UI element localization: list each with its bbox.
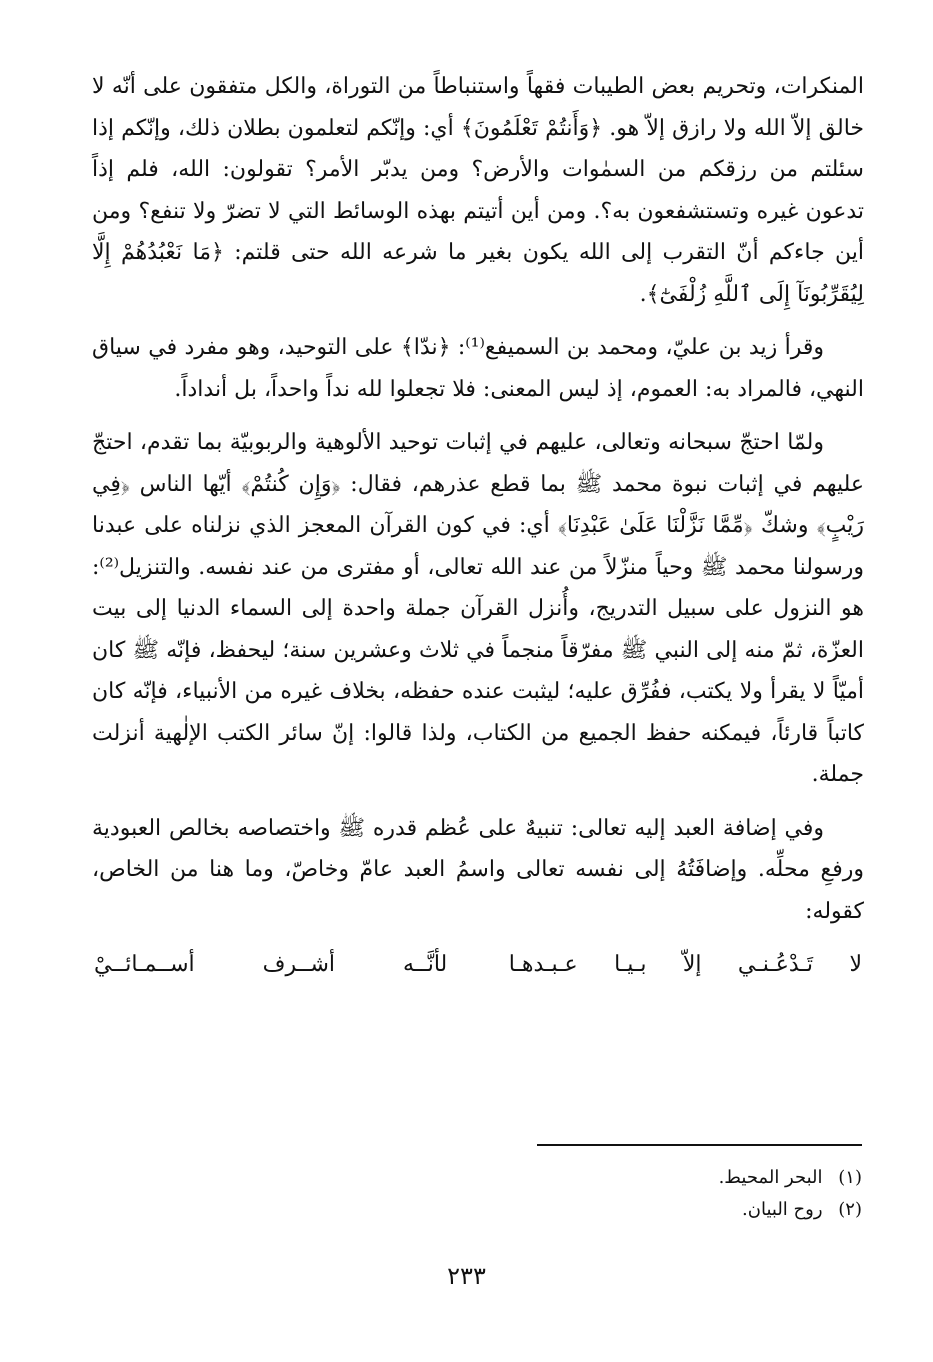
footnote-2 xyxy=(400,1194,862,1226)
paragraph-2: وقرأ زيد بن عليّ، ومحمد بن السميفع⁽¹⁾: ﴿ندّا﴾ على التوحيد، وهو مفرد في سياق النهي، فالمراد به: العموم، إذ ليس المعنى: فلا تجعلوا لله نداً واحداً، بل أنداداً. xyxy=(92,335,864,402)
paragraph-4: وفي إضافة العبد إليه تعالى: تنبيهٌ على عُظم قدره ﷺ واختصاصه بخالص العبودية ورفعِ محلِّه. وإضافَتُهُ إلى نفسه تعالى واسمُ العبد عامّ وخاصّ، وما هنا من الخاص، كقوله: xyxy=(92,815,864,924)
footnote-2-text: روح البيان. xyxy=(742,1199,823,1220)
poetry-verse xyxy=(92,944,864,986)
page-number: ٢٣٣ xyxy=(447,1262,486,1290)
page-body xyxy=(92,66,864,986)
footnote-1-number: (١) xyxy=(838,1167,862,1188)
footnote-1-text: البحر المحيط. xyxy=(718,1167,823,1188)
verse-first-hemistich: لا تَـدْعُـنـي إلاّ بـيـا عـبـدهـا xyxy=(508,952,862,977)
footnote-divider xyxy=(537,1144,862,1146)
paragraph-3: ولمّا احتجّ سبحانه وتعالى، عليهم في إثبات توحيد الألوهية والربوبيّة بما تقدم، احتجّ عليهم في إثبات نبوة محمد ﷺ بما قطع عذرهم، فقال: ﴿وَإِن كُنتُمْ﴾ أيّها الناس ﴿فِي رَيْبٍ﴾ وشكّ ﴿مِّمَّا نَزَّلْنَا عَلَىٰ عَبْدِنَا﴾ أي: في كون القرآن المعجز الذي نزلناه على عبدنا ورسولنا محمد ﷺ وحياً منزّلاً من عند الله تعالى، أو مفترى من عند نفسه. والتنزيل⁽²⁾: هو النزول على سبيل التدريج، وأُنزل القرآن جملة واحدة إلى السماء الدنيا إلى بيت العزّة، ثمّ منه إلى النبي ﷺ مفرّقاً منجماً في ثلاث وعشرين سنة؛ ليحفظ، فإنّه ﷺ كان أميّاً لا يقرأ ولا يكتب، ففُرِّق عليه؛ ليثبت عنده حفظه، بخلاف غيره من الأنبياء، فإنّه كان كاتباً قارئاً، فيمكنه حفظ الجميع من الكتاب، ولذا قالوا: إنّ سائر الكتب الإلٰهية أنزلت جملة. xyxy=(92,430,864,787)
paragraph-1: المنكرات، وتحريم بعض الطيبات فقهاً واستنباطاً من التوراة، والكل متفقون على أنّه لا خالق إلاّ الله ولا رازق إلاّ هو. ﴿وَأَنتُمْ تَعْلَمُونَ﴾ أي: وإنّكم لتعلمون بطلان ذلك، وإنّكم إذا سئلتم من رزقكم من السمٰوات والأرض؟ ومن يدبّر الأمر؟ تقولون: الله، فلم إذاً تدعون غيره وتستشفعون به؟. ومن أين أتيتم بهذه الوسائط التي لا تضرّ ولا تنفع؟ ومن أين جاءكم أنّ التقرب إلى الله يكون بغير ما شرعه الله حتى قلتم: ﴿مَا نَعْبُدُهُمْ إِلَّا لِيُقَرِّبُونَآ إِلَى ٱللَّهِ زُلْفَىٰٓ﴾. xyxy=(92,74,864,307)
footnotes xyxy=(400,1162,862,1226)
footnote-2-number: (٢) xyxy=(838,1199,862,1220)
verse-second-hemistich: لأنَّــه أشــرف أســمـائــيْ xyxy=(94,952,448,977)
footnote-1 xyxy=(400,1162,862,1194)
